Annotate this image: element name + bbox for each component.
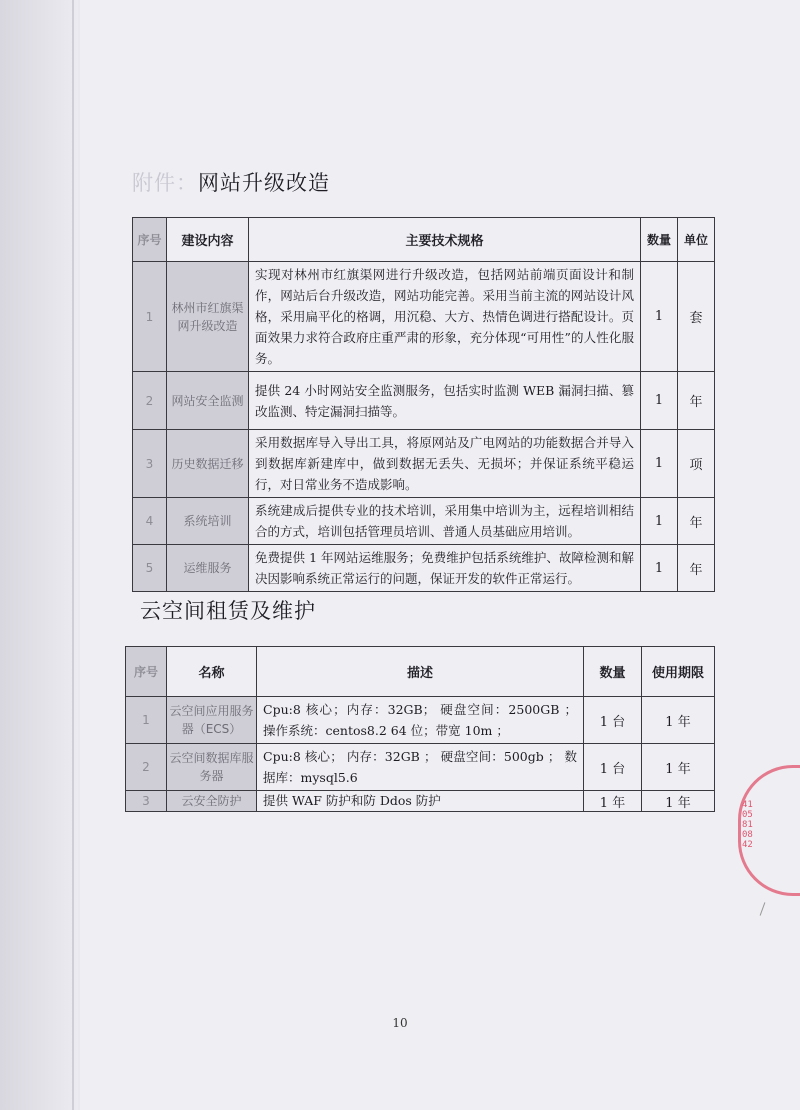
page-fold-shadow: [0, 0, 78, 1110]
header-content: 建设内容: [167, 218, 249, 262]
row-name: 云空间数据库服务器: [167, 744, 257, 791]
row-content: 林州市红旗渠网升级改造: [167, 262, 249, 372]
row-index: 4: [133, 498, 167, 545]
row-qty: 1: [641, 545, 678, 592]
row-unit: 年: [678, 545, 715, 592]
table-row: [126, 697, 715, 744]
table-row: [133, 372, 715, 430]
table-row: [133, 430, 715, 498]
row-desc: 提供 WAF 防护和防 Ddos 防护: [257, 791, 584, 812]
row-index: 3: [126, 791, 167, 812]
section2-heading: 云空间租赁及维护: [140, 599, 316, 623]
row-qty: 1: [641, 262, 678, 372]
row-spec: 提供 24 小时网站安全监测服务，包括实时监测 WEB 漏洞扫描、篡改监测、特定漏洞扫描等。: [249, 372, 641, 430]
header-index: 序号: [133, 218, 167, 262]
header-index: 序号: [126, 647, 167, 697]
row-spec: 采用数据库导入导出工具，将原网站及广电网站的功能数据合并导入到数据库新建库中，做到数据无丢失、无损坏；并保证系统平稳运行，对日常业务不造成影响。: [249, 430, 641, 498]
row-index: 2: [126, 744, 167, 791]
cloud-rental-table: [125, 646, 715, 812]
row-unit: 项: [678, 430, 715, 498]
row-spec: 系统建成后提供专业的技术培训，采用集中培训为主，远程培训相结合的方式，培训包括管理员培训、普通人员基础应用培训。: [249, 498, 641, 545]
row-desc: Cpu:8 核心；内存：32GB； 硬盘空间：2500GB ； 操作系统：centos8.2 64 位；带宽 10m ；: [257, 697, 584, 744]
row-period: 1 年: [642, 697, 715, 744]
row-unit: 年: [678, 498, 715, 545]
section1-heading: [132, 167, 330, 197]
row-qty: 1: [641, 372, 678, 430]
row-content: 历史数据迁移: [167, 430, 249, 498]
row-unit: 年: [678, 372, 715, 430]
page-number: 10: [392, 1016, 408, 1030]
table-row: [133, 262, 715, 372]
row-qty: 1: [641, 430, 678, 498]
row-desc: Cpu:8 核心； 内存：32GB ； 硬盘空间：500gb ； 数据库：mysql5.6: [257, 744, 584, 791]
row-qty: 1: [641, 498, 678, 545]
row-spec: 免费提供 1 年网站运维服务；免费维护包括系统维护、故障检测和解决因影响系统正常运行的问题，保证开发的软件正常运行。: [249, 545, 641, 592]
row-unit: 套: [678, 262, 715, 372]
table-header-row: [133, 218, 715, 262]
header-period: 使用期限: [642, 647, 715, 697]
row-index: 1: [133, 262, 167, 372]
table-row: [126, 791, 715, 812]
page-fold-line: [72, 0, 74, 1110]
row-content: 网站安全监测: [167, 372, 249, 430]
row-index: 3: [133, 430, 167, 498]
row-qty: 1 年: [584, 791, 642, 812]
header-qty: 数量: [584, 647, 642, 697]
row-period: 1 年: [642, 791, 715, 812]
row-index: 2: [133, 372, 167, 430]
row-index: 1: [126, 697, 167, 744]
header-spec: 主要技术规格: [249, 218, 641, 262]
row-name: 云安全防护: [167, 791, 257, 812]
row-qty: 1 台: [584, 744, 642, 791]
row-index: 5: [133, 545, 167, 592]
table-row: [126, 744, 715, 791]
row-name: 云空间应用服务器（ECS）: [167, 697, 257, 744]
website-upgrade-table: [132, 217, 715, 592]
row-spec: 实现对林州市红旗渠网进行升级改造，包括网站前端页面设计和制作，网站后台升级改造，网站功能完善。采用当前主流的网站设计风格，采用扁平化的格调，用沉稳、大方、热情色调进行搭配设计。页面效果力求符合政府庄重严肃的形象，充分体现“可用性”的人性化服务。: [249, 262, 641, 372]
header-unit: 单位: [678, 218, 715, 262]
section1-heading-prefix: 附件：: [132, 171, 198, 195]
seal-stamp-code: 4105810842: [742, 800, 753, 850]
row-content: 系统培训: [167, 498, 249, 545]
row-content: 运维服务: [167, 545, 249, 592]
header-desc: 描述: [257, 647, 584, 697]
table-row: [133, 545, 715, 592]
header-name: 名称: [167, 647, 257, 697]
header-qty: 数量: [641, 218, 678, 262]
row-period: 1 年: [642, 744, 715, 791]
table-row: [133, 498, 715, 545]
section1-heading-text: 网站升级改造: [198, 171, 330, 195]
table-header-row: [126, 647, 715, 697]
row-qty: 1 台: [584, 697, 642, 744]
